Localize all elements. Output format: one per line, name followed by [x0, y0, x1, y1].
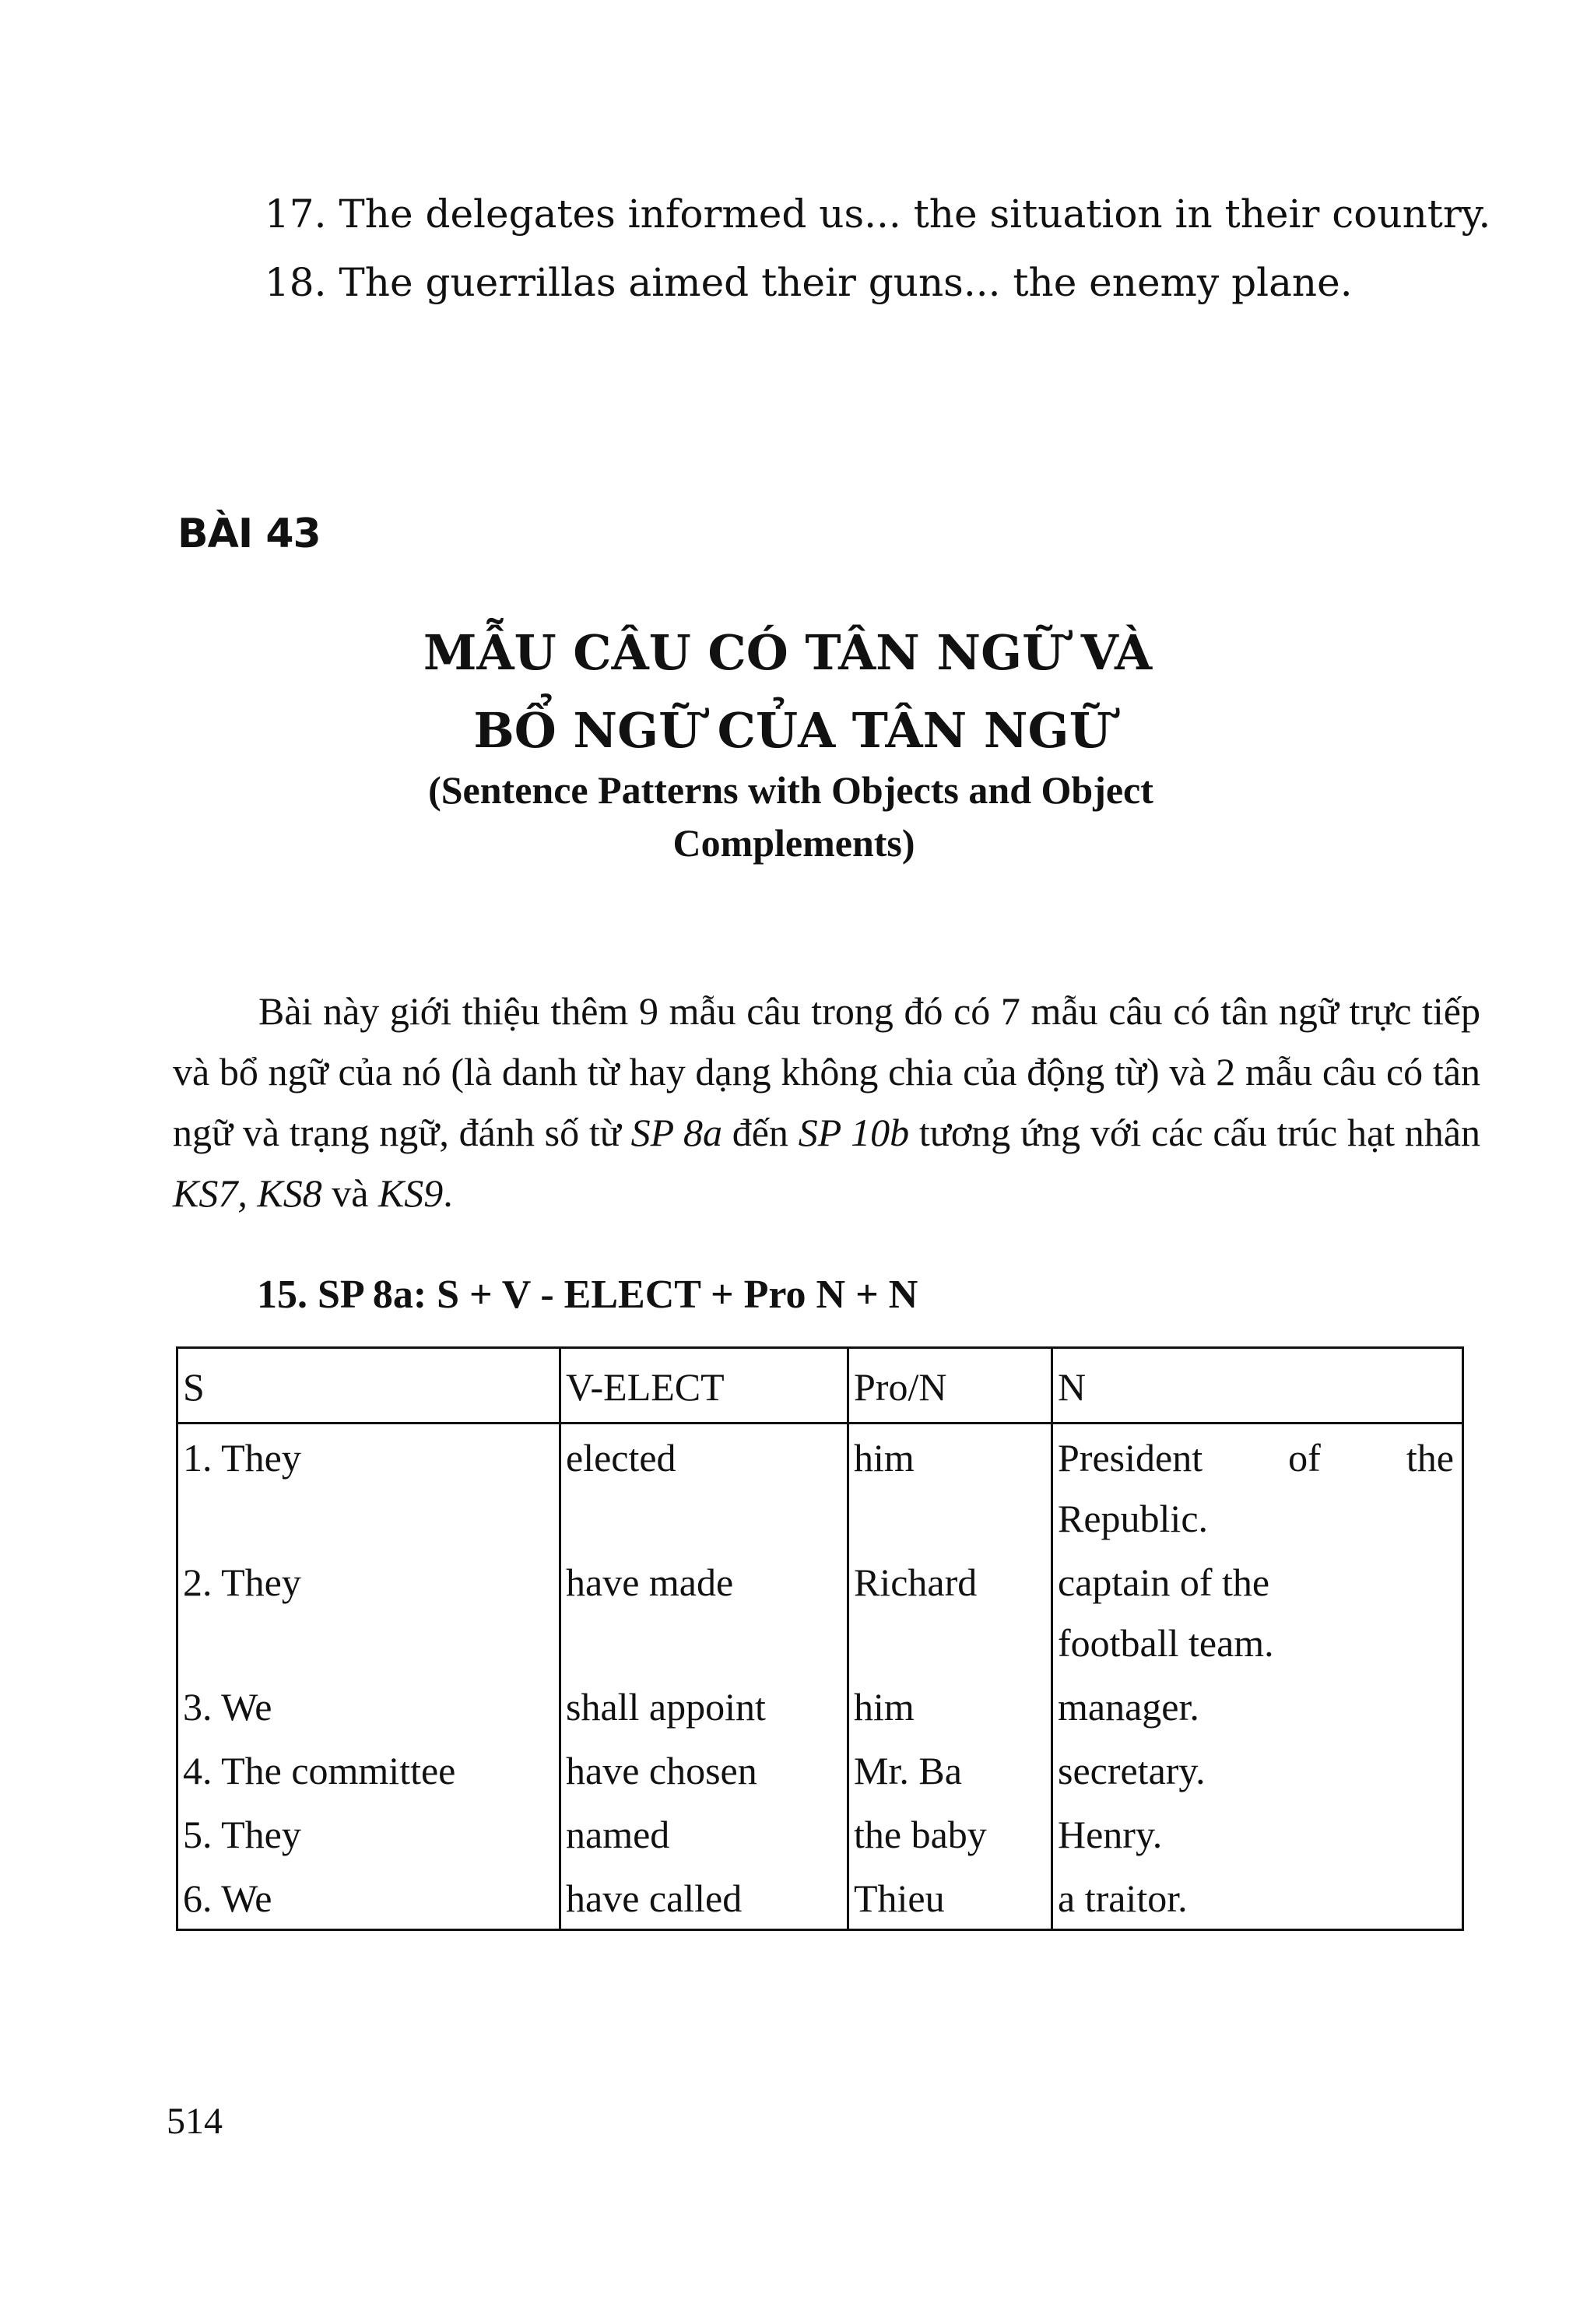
title-english-line-2: Complements) [672, 821, 915, 865]
section-heading: 15. SP 8a: S + V - ELECT + Pro N + N [257, 1273, 918, 1317]
table-row [177, 1424, 1463, 1550]
cell-n: a traitor. [1052, 1865, 1463, 1930]
cell-s: 2. They [177, 1549, 560, 1673]
cell-v: named [560, 1801, 848, 1865]
cell-s: 1. They [177, 1424, 560, 1550]
cell-n: Henry. [1052, 1801, 1463, 1865]
header-n: N [1052, 1348, 1463, 1424]
cell-s: 4. The committee [177, 1737, 560, 1801]
table-row [177, 1673, 1463, 1737]
ks8-term: KS8 [257, 1171, 322, 1215]
exercise-17: 17. The delegates informed us... the situation in their country. [265, 191, 1491, 237]
ks7-term: KS7, [173, 1171, 248, 1215]
page-number: 514 [167, 2101, 223, 2142]
intro-paragraph: Bài này giới thiệu thêm 9 mẫu câu trong đó có 7 mẫu câu có tân ngữ trực tiếp và bổ ngữ của nó (là danh từ hay dạng không chia của động từ) và 2 mẫu câu có tân ngữ và trạng ngữ, đánh số từ SP 8a đến SP 10b tương ứng với các cấu trúc hạt nhân KS7, KS8 và KS9. [173, 989, 1481, 1215]
header-v-elect: V-ELECT [560, 1348, 848, 1424]
cell-pro: him [848, 1424, 1052, 1550]
sp8a-term: SP 8a [630, 1111, 722, 1154]
cell-n: captain of the football team. [1052, 1549, 1463, 1673]
ks9-term: KS9 [377, 1171, 444, 1215]
cell-v: shall appoint [560, 1673, 848, 1737]
cell-pro: Mr. Ba [848, 1737, 1052, 1801]
header-s: S [177, 1348, 560, 1424]
cell-s: 6. We [177, 1865, 560, 1930]
table-header-row [177, 1348, 1463, 1424]
cell-v: have made [560, 1549, 848, 1673]
cell-s: 3. We [177, 1673, 560, 1737]
title-vietnamese-line-2: BỔ NGỮ CỦA TÂN NGỮ [473, 702, 1111, 759]
cell-s: 5. They [177, 1801, 560, 1865]
cell-v: elected [560, 1424, 848, 1550]
title-vietnamese-line-1: MẪU CÂU CÓ TÂN NGỮ VÀ [423, 624, 1153, 681]
cell-pro: Thieu [848, 1865, 1052, 1930]
cell-n: secretary. [1052, 1737, 1463, 1801]
cell-v: have called [560, 1865, 848, 1930]
header-pro-n: Pro/N [848, 1348, 1052, 1424]
table-row [177, 1549, 1463, 1673]
title-english-line-1: (Sentence Patterns with Objects and Object [428, 768, 1153, 812]
cell-v: have chosen [560, 1737, 848, 1801]
sp10b-term: SP 10b [798, 1111, 910, 1154]
exercise-18: 18. The guerrillas aimed their guns... the enemy plane. [265, 260, 1353, 305]
cell-pro: him [848, 1673, 1052, 1737]
lesson-label: BÀI 43 [177, 511, 321, 557]
table-row [177, 1801, 1463, 1865]
sentence-pattern-table [176, 1346, 1464, 1931]
table-row [177, 1865, 1463, 1930]
cell-n: President of the Republic. [1052, 1424, 1463, 1550]
cell-n: manager. [1052, 1673, 1463, 1737]
cell-pro: Richard [848, 1549, 1052, 1673]
table-row [177, 1737, 1463, 1801]
cell-pro: the baby [848, 1801, 1052, 1865]
